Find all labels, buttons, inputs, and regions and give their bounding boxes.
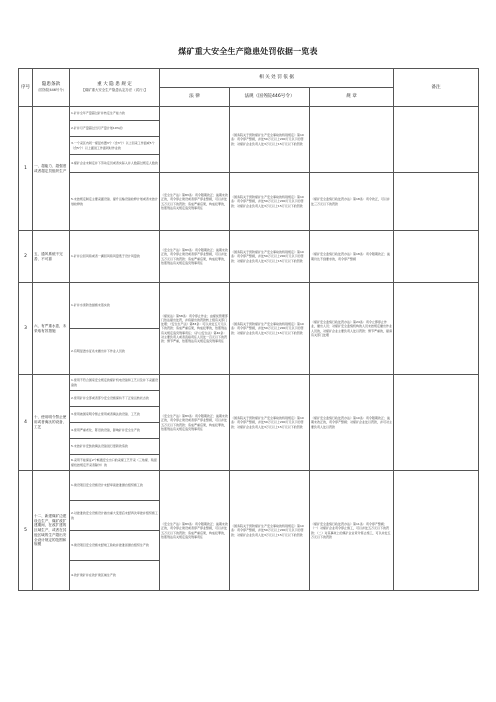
hazard-item: 2.使用矿井全部或者部分安全设施保持不了正常运转状态的	[70, 391, 160, 407]
header-regulation: 法规（国务院446号令）	[230, 88, 310, 107]
header-seq: 序号	[19, 69, 33, 107]
rule-cell: 《煤矿安全监察行政处罚办法》第10条：责令限期改正；逾期未改正的，责令停产整顿；对煤矿企业处以罚款，并可对主要负责人处以罚款	[310, 375, 394, 471]
table-row	[19, 471, 479, 501]
remark-cell	[394, 471, 479, 591]
section-category: 五、通风系统不完善、不可靠	[33, 231, 70, 283]
header-standard-label: 重 大 隐 患 规 定	[97, 82, 132, 88]
rule-cell: 《煤矿安全监察行政处罚办法》第18条：责令限期改正；逾期仍达不到要求的，责令停产整顿	[310, 231, 394, 283]
law-cell: 《安全生产法》第83条：责令限期改正；逾期未改正的，责令停止建设或者停产停业整顿，可以并处五万元以下的罚款；造成严重后果，构成犯罪的，依照刑法有关规定追究刑事责任	[160, 173, 230, 231]
header-hazard-label: 隐患条款	[41, 82, 61, 88]
hazard-item: 4.煤矿企业未制定井下劳动定员或者实际入井人数超过规定人数的	[70, 155, 160, 173]
hazard-item: 5.未按矿井安装的淘汰设备进行更新改造的	[70, 439, 160, 455]
section-category: 十二、新建煤矿边建设边生产，煤矿改扩建期间，在改扩建的区域生产，或者在其他区域的生产超出安全设计规定的范围和规模	[33, 471, 70, 591]
table-row	[19, 173, 479, 231]
hazard-item: 2.对批准的安全设施设计做出重大变更后未经再次审批并组织施工的	[70, 501, 160, 531]
rule-cell: 《煤矿安全监察行政处罚办法》第18条：责令改正，可以并处三万元以下的罚款	[310, 173, 394, 231]
header-standard	[70, 69, 160, 107]
hazard-item: 5.未按规定制定主要采掘设备、提升运输设备检修计划或者未按计划检修的	[70, 173, 160, 231]
remark-cell	[394, 173, 479, 231]
hazard-item: 4.使用严重老化、陈旧的设备，影响矿井安全生产的	[70, 423, 160, 439]
table-row	[19, 107, 479, 121]
header-standard-sub: 【煤矿重大安全生产隐患认定办法（试行）】	[81, 88, 148, 93]
hazard-item: 2.矿井月产量超过当月产量计划10%的	[70, 121, 160, 137]
section-category: 一、超能力、超强度或者超定员组织生产	[33, 107, 70, 231]
hazard-item: 6.采用不能保证2个畅通安全出口的采煤工艺开采（三角煤、残留煤柱按规定开采者除外）的	[70, 455, 160, 471]
regulation-cell: 《国务院关于预防煤矿生产安全事故的特别规定》第10条：责令停产整顿，并处50万元以上200万元以下的罚款；对煤矿企业负责人处3万元以上15万元以下的罚款	[230, 107, 310, 173]
header-rule: 规 章	[310, 88, 394, 107]
remark-cell	[394, 283, 479, 375]
table-row	[19, 231, 479, 283]
hazard-item: 3.一个采区内同一煤层布置3个（含3个）以上回采工作面或5个（含5个）以上掘进工作面同时作业的	[70, 137, 160, 155]
header-remark: 备注	[394, 69, 479, 107]
remark-cell	[394, 231, 479, 283]
remark-cell	[394, 375, 479, 471]
law-cell: 《安全生产法》第83条：责令限期改正；逾期未改正的，责令停止建设或者停产停业整顿，可以并处五万元以下的罚款；造成严重后果，构成犯罪的，依照刑法有关规定追究刑事责任	[160, 471, 230, 591]
hazard-item: 1.使用不符合国家安全规定的煤矿机电设备和工艺以及井下采掘设备的	[70, 375, 160, 391]
table-row	[19, 375, 479, 391]
page-title: 煤矿重大安全生产隐患处罚依据一览表	[178, 47, 318, 56]
rule-cell	[310, 107, 394, 173]
law-cell	[160, 107, 230, 173]
section-category: 六、有严重水患，未采取有效措施	[33, 283, 70, 375]
section-number: 3	[19, 283, 33, 375]
regulation-cell: 《国务院关于预防煤矿生产安全事故的特别规定》第10条：责令停产整顿，并处50万元以上200万元以下的罚款；对煤矿企业负责人处3万元以上15万元以下的罚款	[230, 173, 310, 231]
hazard-item: 3.建设项目安全设施未经竣工验收并批准而擅自组织生产的	[70, 531, 160, 561]
header-row-top	[19, 69, 479, 88]
section-category: 十、使用明令禁止使用或者淘汰的设备、工艺	[33, 375, 70, 471]
hazard-item: 1.矿井全年产量超过矿井核定生产能力的	[70, 107, 160, 121]
hazard-item: 2.有明显透水征兆未撤出井下作业人员的	[70, 329, 160, 375]
section-number: 4	[19, 375, 33, 471]
hazard-item: 1.建设项目安全设施设计未经审查批准擅自组织施工的	[70, 471, 160, 501]
regulation-cell: 《国务院关于预防煤矿生产安全事故的特别规定》第10条：责令停产整顿，并处50万元以上200万元以下的罚款；对煤矿企业负责人处3万元以上15万元以下的罚款	[230, 231, 310, 283]
law-cell: 《煤炭法》第58条：责令停止作业；由煤炭管理部门依法提出处罚，并将提出的罚款转上级有关部门处理；《安全生产法》第83条：可以并处五万元以下的罚款；造成严重后果，构成犯罪的，依照刑法有关规定追究刑事责任；《矿山安全法》第40条：对主要负责人或者直接责任人员处一百元以下的罚款；情节严重，依照刑法有关规定追究刑事责任	[160, 283, 230, 375]
header-basis: 相 关 处 罚 依 据	[160, 69, 394, 88]
header-hazard-sub: （国务院446号令）	[35, 88, 67, 93]
table-row	[19, 283, 479, 329]
section-number: 1	[19, 107, 33, 231]
rule-cell: 《煤矿安全监察行政处罚办法》第24条：责令立即停止作业，撤出人员；对煤矿安全监察机构的人员未按规定撤出作业人员的，对煤矿企业主要负责人处以罚款；情节严重的，提请有关部门处理	[310, 283, 394, 375]
hazard-item: 4.改扩建矿井在改扩建区域生产的	[70, 561, 160, 591]
hazard-item: 1.矿井总回风巷或者一翼回风巷风量低于设计风量的	[70, 231, 160, 283]
section-number: 5	[19, 471, 33, 591]
regulation-cell: 《国务院关于预防煤矿生产安全事故的特别规定》第10条：责令停产整顿，并处50万元以上200万元以下的罚款；对煤矿企业负责人处3万元以上15万元以下的罚款	[230, 283, 310, 375]
hazard-item: 1.矿井水害防治措施未落实的	[70, 283, 160, 329]
regulation-cell: 《国务院关于预防煤矿生产安全事故的特别规定》第10条：责令停产整顿，并处50万元以上200万元以下的罚款；对煤矿企业负责人处3万元以上15万元以下的罚款	[230, 471, 310, 591]
remark-cell	[394, 107, 479, 173]
hazard-item: 3.使用被国家明令禁止使用或者淘汰的设备、工艺的	[70, 407, 160, 423]
law-cell: 《安全生产法》第83条：责令限期改正；逾期未改正的，责令停止建设或者停产停业整顿，可以并处五万元以下的罚款；造成严重后果，构成犯罪的，依照刑法有关规定追究刑事责任	[160, 375, 230, 471]
header-law: 法 律	[160, 88, 230, 107]
penalty-table	[18, 68, 479, 591]
law-cell: 《安全生产法》第83条：责令限期改正；逾期未改正的，责令停止建设或者停产停业整顿，可以并处五万元以下的罚款；造成严重后果，构成犯罪的，依照刑法有关规定追究刑事责任	[160, 231, 230, 283]
rule-cell: 《煤矿安全监察行政处罚办法》第11条：责令停产整顿；（一）对煤矿企业责令停止施工，可以并处五万元以下的罚款；（二）对其事故上的煤矿企业责令停止施工，可以并处五万元以下的罚款	[310, 471, 394, 591]
header-hazard	[33, 69, 70, 107]
regulation-cell: 《国务院关于预防煤矿生产安全事故的特别规定》第10条：责令停产整顿，并处50万元以上200万元以下的罚款；对煤矿企业负责人处3万元以上15万元以下的罚款	[230, 375, 310, 471]
section-number: 2	[19, 231, 33, 283]
